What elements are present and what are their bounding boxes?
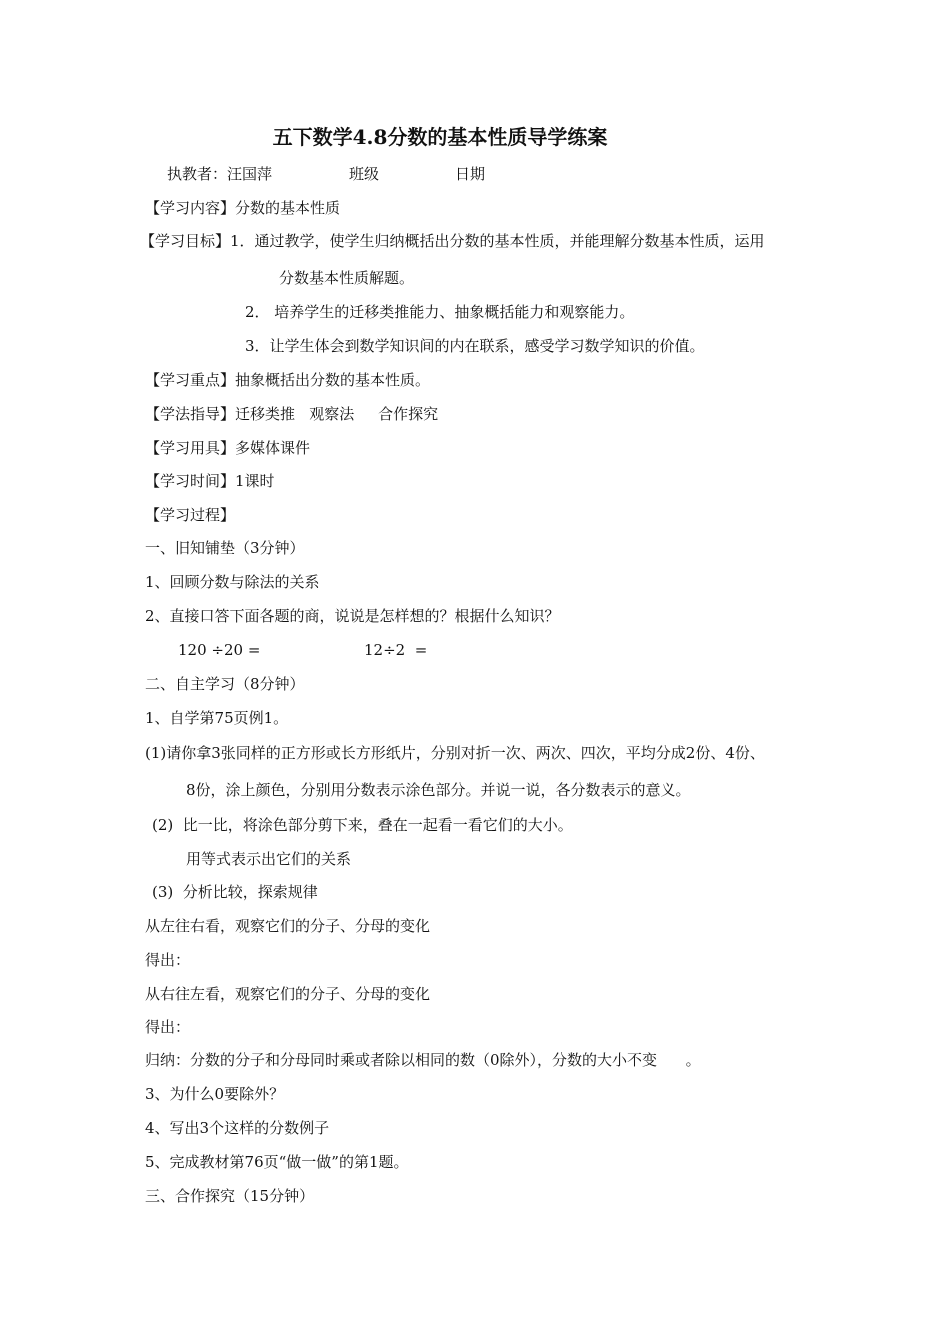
learning-focus: 【学习重点】抽象概括出分数的基本性质。 — [145, 371, 431, 389]
question-3: 3、为什么0要除外？ — [145, 1085, 285, 1103]
date-label: 日期 — [455, 165, 486, 183]
section-2-step-1-continued: 8份，涂上颜色，分别用分数表示涂色部分。并说一说，各分数表示的意义。 — [186, 781, 691, 799]
learning-content: 【学习内容】分数的基本性质 — [145, 199, 341, 217]
learning-process: 【学习过程】 — [145, 506, 236, 524]
question-5: 5、完成教材第76页“做一做”的第1题。 — [145, 1153, 409, 1171]
learning-time: 【学习时间】1课时 — [145, 472, 275, 490]
question-4: 4、写出3个这样的分数例子 — [145, 1119, 330, 1137]
teacher-line: 执教者：汪国萍 — [167, 165, 273, 183]
learning-tools: 【学习用具】多媒体课件 — [145, 439, 311, 457]
section-2-step-2: (2) 比一比，将涂色部分剪下来，叠在一起看一看它们的大小。 — [152, 816, 573, 834]
learning-goal-2: 2． 培养学生的迁移类推能力、抽象概括能力和观察能力。 — [245, 303, 635, 321]
learning-goal-1-continued: 分数基本性质解题。 — [279, 269, 415, 287]
section-2-step-2-continued: 用等式表示出它们的关系 — [186, 850, 352, 868]
learning-goal-3: 3．让学生体会到数学知识间的内在联系，感受学习数学知识的价值。 — [245, 337, 705, 355]
observe-right-to-left: 从右往左看，观察它们的分子、分母的变化 — [145, 985, 431, 1003]
section-1-item-1: 1、回顾分数与除法的关系 — [145, 573, 320, 591]
section-2-item-1: 1、自学第75页例1。 — [145, 709, 289, 727]
section-2-step-1: (1)请你拿3张同样的正方形或长方形纸片，分别对折一次、两次、四次，平均分成2份、4份、 — [145, 744, 765, 762]
class-label: 班级 — [349, 165, 380, 183]
section-2-step-3: (3) 分析比较，探索规律 — [152, 883, 318, 901]
observe-left-to-right: 从左往右看，观察它们的分子、分母的变化 — [145, 917, 431, 935]
calc-a: 120 ÷20 = — [178, 641, 261, 659]
section-1-item-2: 2、直接口答下面各题的商，说说是怎样想的？根据什么知识？ — [145, 607, 560, 625]
summary: 归纳：分数的分子和分母同时乘或者除以相同的数（0除外），分数的大小不变 。 — [145, 1051, 701, 1069]
result-1: 得出： — [145, 951, 191, 969]
result-2: 得出： — [145, 1018, 191, 1036]
section-3-heading: 三、合作探究（15分钟） — [145, 1187, 315, 1205]
section-2-heading: 二、自主学习（8分钟） — [145, 675, 305, 693]
page-title: 五下数学4.8分数的基本性质导学练案 — [272, 125, 608, 149]
learning-method: 【学法指导】迁移类推 观察法 合作探究 — [145, 405, 439, 423]
calc-b: 12÷2 = — [364, 641, 428, 659]
learning-goal-1: 【学习目标】1．通过教学，使学生归纳概括出分数的基本性质，并能理解分数基本性质，运用 — [140, 232, 765, 250]
section-1-heading: 一、旧知铺垫（3分钟） — [145, 539, 305, 557]
